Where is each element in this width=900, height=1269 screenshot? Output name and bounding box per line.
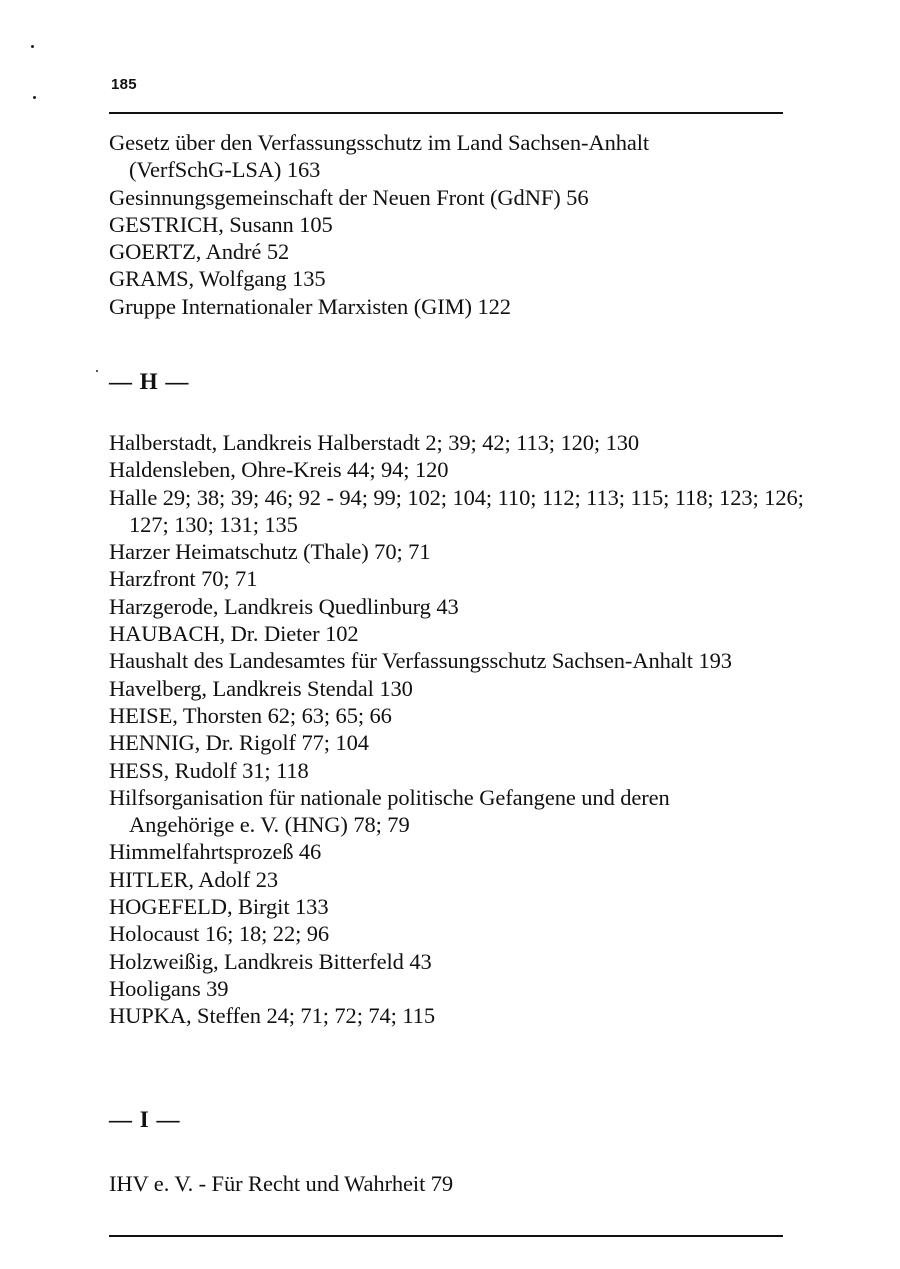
- index-entry: Gesinnungsgemeinschaft der Neuen Front (GdNF) 56: [109, 184, 589, 210]
- page-number: 185: [111, 76, 137, 93]
- scan-speck: [31, 45, 34, 48]
- index-entry: Harzer Heimatschutz (Thale) 70; 71: [109, 539, 431, 565]
- index-entry: HITLER, Adolf 23: [109, 866, 279, 892]
- index-entry: Holocaust 16; 18; 22; 96: [109, 921, 330, 947]
- index-section-i: [109, 1170, 799, 1197]
- index-entry: Holzweißig, Landkreis Bitterfeld 43: [109, 948, 432, 974]
- index-entry: HEISE, Thorsten 62; 63; 65; 66: [109, 702, 392, 728]
- index-entry: HESS, Rudolf 31; 118: [109, 757, 309, 783]
- index-entry: GESTRICH, Susann 105: [109, 211, 333, 237]
- scan-speck: [33, 96, 36, 99]
- letter-heading-i: — I —: [109, 1107, 181, 1132]
- index-entry: Haldensleben, Ohre-Kreis 44; 94; 120: [109, 457, 449, 483]
- index-section-g: [109, 129, 799, 320]
- index-entry: HUPKA, Steffen 24; 71; 72; 74; 115: [109, 1003, 435, 1029]
- index-entry: Haushalt des Landesamtes für Verfassungsschutz Sachsen-Anhalt 193: [109, 648, 732, 674]
- index-entry: HAUBACH, Dr. Dieter 102: [109, 621, 359, 647]
- index-entry: Gesetz über den Verfassungsschutz im Land Sachsen-Anhalt (VerfSchG-LSA) 163: [109, 130, 650, 183]
- index-entry: Hooligans 39: [109, 975, 229, 1001]
- index-entry: IHV e. V. - Für Recht und Wahrheit 79: [109, 1171, 454, 1196]
- index-entry: Harzgerode, Landkreis Quedlinburg 43: [109, 593, 459, 619]
- index-entry: Halle 29; 38; 39; 46; 92 - 94; 99; 102; 104; 110; 112; 113; 115; 118; 123; 126; 127; 130; 131; 135: [109, 484, 804, 537]
- index-entry: Himmelfahrtsprozeß 46: [109, 839, 322, 865]
- letter-heading-h: — H —: [109, 369, 190, 394]
- index-entry: HENNIG, Dr. Rigolf 77; 104: [109, 730, 369, 756]
- index-section-h: [109, 429, 804, 1030]
- index-entry: Harzfront 70; 71: [109, 566, 258, 592]
- index-entry: Hilfsorganisation für nationale politische Gefangene und deren Angehörige e. V. (HNG) 78; 79: [109, 784, 670, 838]
- index-entry: HOGEFELD, Birgit 133: [109, 894, 329, 920]
- header-rule: [109, 112, 783, 114]
- index-entry: GRAMS, Wolfgang 135: [109, 266, 326, 292]
- index-entry: GOERTZ, André 52: [109, 239, 290, 265]
- index-entry: Havelberg, Landkreis Stendal 130: [109, 675, 413, 701]
- scan-speck: [96, 370, 98, 372]
- index-entry: Gruppe Internationaler Marxisten (GIM) 122: [109, 293, 511, 319]
- footer-rule: [109, 1235, 783, 1237]
- index-entry: Halberstadt, Landkreis Halberstadt 2; 39; 42; 113; 120; 130: [109, 430, 640, 455]
